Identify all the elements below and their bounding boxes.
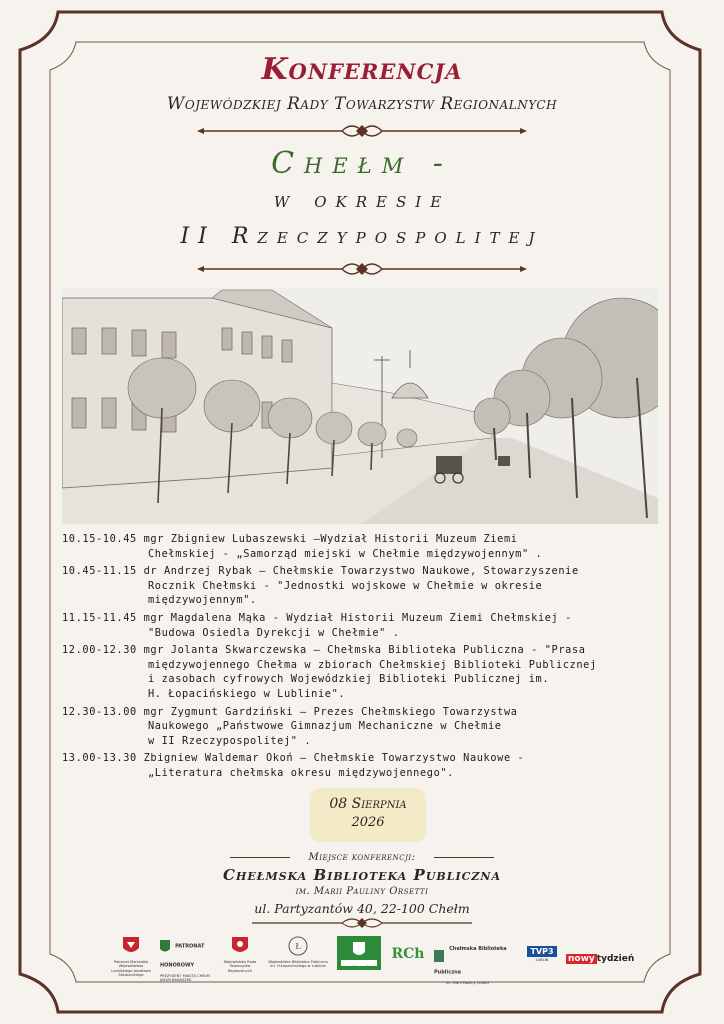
ornament-divider-venue bbox=[0, 914, 724, 936]
topic-line-3: II Rzeczypospolitej bbox=[180, 224, 544, 249]
sponsor-logos bbox=[104, 936, 635, 985]
conference-title: Konferencja bbox=[261, 52, 463, 87]
logo-wbp-caption: Wojewódzka Biblioteka Publiczna im. H.Łopacińskiego w Lublinie bbox=[268, 960, 328, 969]
venue-address: ul. Partyzantów 40, 22-100 Chełm bbox=[254, 901, 470, 916]
street-illustration bbox=[62, 288, 658, 524]
date-badge bbox=[310, 788, 426, 842]
agenda-item-continuation: "Budowa Osiedla Dyrekcji w Chełmie" . bbox=[148, 626, 400, 639]
logo-rch bbox=[388, 936, 428, 980]
book-icon bbox=[434, 950, 444, 962]
logo-nowy-tydzien bbox=[566, 936, 635, 980]
logo-nowy-text: nowy bbox=[568, 954, 595, 964]
logo-miasto-caption: Urząd Miasta Chełm bbox=[340, 965, 378, 969]
agenda-item-continuation: Naukowego „Państwowe Gimnazjum Mechaniczne w Chełmie w II Rzeczypospolitej" . bbox=[148, 720, 502, 747]
logo-cbp-sub: im. Marii Pauliny Orsetti bbox=[446, 981, 489, 985]
logo-rada bbox=[218, 936, 262, 980]
logo-cbp-name: Chełmska Biblioteka Publiczna bbox=[434, 946, 507, 976]
ornament-divider-top bbox=[0, 120, 724, 146]
ornament-divider-bottom bbox=[0, 258, 724, 284]
logo-patronat-title: PATRONAT HONOROWY bbox=[160, 943, 205, 969]
agenda-item bbox=[62, 564, 672, 608]
date-year: 2026 bbox=[351, 815, 385, 830]
logo-tvp-sub: LUBLIN bbox=[535, 958, 549, 962]
logo-tydzien-text: tydzień bbox=[596, 954, 635, 964]
crest-icon bbox=[231, 936, 249, 956]
agenda-item-continuation: Rocznik Chełmski - "Jednostki wojskowe w Chełmie w okresie międzywojennym". bbox=[148, 579, 543, 607]
agenda-item-continuation: Chełmskiej - „Samorząd miejski w Chełmie międzywojennym" . bbox=[148, 547, 543, 560]
agenda-item-continuation: międzywojennego Chełma w zbiorach Chełmskiej Biblioteki Publicznej i zasobach cyfrowych Wojewódzkiej Biblioteki Publicznej im. H. Łopacińskiego w Lublinie". bbox=[148, 658, 597, 700]
agenda-item-first-line: 10.45-11.15 dr Andrzej Rybak – Chełmskie Towarzystwo Naukowe, Stowarzyszenie bbox=[62, 565, 579, 578]
logo-tvp bbox=[524, 936, 560, 980]
topic-line-1: Chełm - bbox=[271, 146, 453, 181]
date-day-month: 08 Sierpnia bbox=[329, 796, 407, 812]
agenda-item bbox=[62, 705, 672, 749]
svg-text:Ł: Ł bbox=[295, 942, 301, 951]
agenda-item bbox=[62, 643, 672, 701]
agenda-item bbox=[62, 532, 672, 561]
agenda-item-first-line: 13.00-13.30 Zbigniew Waldemar Okoń – Chełmskie Towarzystwo Naukowe - bbox=[62, 752, 525, 765]
topic-line-2: w okresie bbox=[273, 188, 451, 213]
agenda-item-first-line: 12.00-12.30 mgr Jolanta Skwarczewska – Chełmska Biblioteka Publiczna - "Prasa bbox=[62, 644, 586, 657]
logo-wbp bbox=[268, 936, 328, 980]
crest-icon bbox=[160, 940, 170, 954]
shield-icon bbox=[122, 936, 140, 956]
agenda-list bbox=[62, 532, 672, 784]
agenda-item-first-line: 10.15-10.45 mgr Zbigniew Lubaszewski –Wydział Historii Muzeum Ziemi bbox=[62, 533, 518, 545]
conference-subtitle: Wojewódzkiej Rady Towarzystw Regionalnych bbox=[166, 94, 558, 114]
agenda-item bbox=[62, 751, 672, 780]
logo-rch-text: RCh bbox=[391, 946, 425, 962]
logo-miasto bbox=[336, 936, 382, 980]
agenda-item-first-line: 11.15-11.45 mgr Magdalena Mąka - Wydział Historii Muzeum Ziemi Chełmskiej - bbox=[62, 611, 572, 624]
logo-cbp bbox=[434, 936, 516, 985]
logo-tvp-text: TVP3 bbox=[527, 946, 556, 957]
logo-patronat-caption: PREZYDENT MIASTA CHEŁM JAKUB BANASZEK bbox=[160, 974, 210, 983]
logo-marszalek-caption: Patronat Marszałka Województwa Lubelskiego Jarosława Stawiarskiego bbox=[111, 960, 151, 978]
agenda-item-continuation: „Literatura chełmska okresu międzywojennego". bbox=[148, 766, 454, 779]
agenda-item-first-line: 12.30-13.00 mgr Zygmunt Gardziński – Prezes Chełmskiego Towarzystwa bbox=[62, 705, 518, 718]
venue-name: Chełmska Biblioteka Publiczna bbox=[223, 866, 501, 884]
logo-patronat bbox=[160, 936, 210, 983]
venue-label: Miejsce konferencji: bbox=[308, 852, 416, 863]
agenda-item bbox=[62, 611, 672, 640]
library-emblem-icon bbox=[288, 936, 308, 956]
logo-rada-caption: Wojewódzka Rada Towarzystw Regionalnych bbox=[223, 960, 257, 973]
logo-marszalek bbox=[108, 936, 154, 980]
venue-patron: im. Marii Pauliny Orsetti bbox=[295, 886, 429, 897]
